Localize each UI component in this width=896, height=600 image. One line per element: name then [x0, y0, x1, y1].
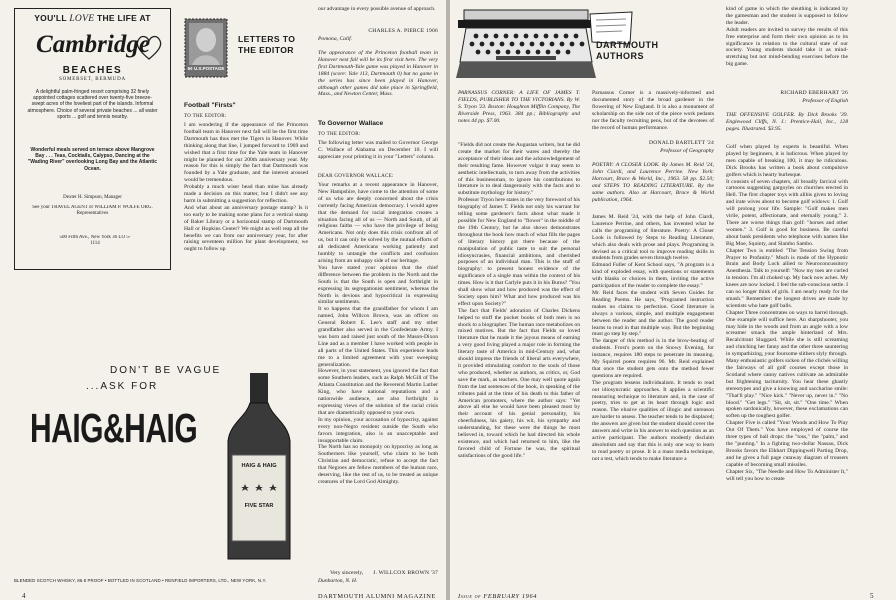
haig-line2: ...ASK FOR — [86, 381, 159, 392]
col3-top-signature: CHARLES A. PIERCE 1906 — [368, 28, 438, 34]
right-issue: Issue of FEBRUARY 1964 — [458, 593, 538, 600]
haig-ad — [14, 365, 314, 575]
poetry-heading: POETRY: A CLOSER LOOK. By James M. Reid '24, John Ciardi, and Laurence Perrine. New York: Harcourt, Brace & World, Inc., 1963. 58 pp. $2.50; and STEPS TO READING LITERATURE. By the same authors. Also at Harcourt, Brace & World publication, 1964. — [592, 162, 714, 203]
typewriter-illustration — [456, 6, 596, 82]
letters-title: LETTERS TO THE EDITOR — [238, 34, 296, 55]
football-letter-salutation: TO THE EDITOR: — [184, 114, 227, 119]
cambridge-body: A delightful palm-fringed resort comprising 32 finely appointed cottages scattered over twenty-five breeze-swept acres of the loveliest part of the islands. Informal atmosphere. Choice of several private beaches ... all water sports ... golf and tennis nearby. — [27, 89, 158, 120]
parnassus-heading: PARNASSUS CORNER: A LIFE OF JAMES T. FIELDS, PUBLISHER TO THE VICTORIANS. By W. S. Tryon '23. Boston: Houghton Mifflin Company, The Riverside Press, 1963. 384 pp.; Bibliography and notes 44 pp. $7.00. — [458, 90, 580, 124]
eberhart-signature: RICHARD EBERHART '26 — [780, 90, 848, 96]
cambridge-headline — [15, 13, 170, 24]
wallace-letter-signature: J. WILLCOX BROWN '37 — [373, 570, 438, 576]
haig-bottle-label-bottom: FIVE STAR — [244, 503, 274, 509]
football-letter-title: Football "Firsts" — [184, 102, 236, 109]
right-page-number: 5 — [870, 592, 875, 600]
parnassus-body: "Fields did not create the Augustan writers, but he did create the market for their wares and thereby the acceptance of their ideas and the acknowledgement of their resulting fame. However vulgar it may seem to aesthetic intellectuals, to turn away from the activities of this businessman, to ignore his contributions to literature is to deal dangerously with the facts and to substitute mythology for history." Professor Tryon here states in the very foreword of his biography of James T. Fields not only his warrant for telling some gardener's facts about what made it possible for New England to "flower" in the middle of the 19th Century, but he also shows demonstrates throughout the book how much of what fills the pages of literary history got there because of the manipulation of public taste to suit the personal idiosyncrasies, financial ambitions, and cherished purposes of an individual man. This is the stuff of biography: to present honest evidence of the significance of a single man within the context of his times. How is it that Carlyle puts it in his Burns? "You shall show what and how produced was the effect of Society upon him? What and how produced was his effect upon Society?" The fact that Fields' adoration of Charles Dickens helped to stuff the pocket books of both men is no shock to a biographer. The human race metabolizes on mixed motives. But the fact that Fields so loved literature that he made it the joyous means of earning a very good living played a major role in forming the literary taste of America in mid-Century and, what should impress the friends of liberal arts everywhere, it provided stimulating comfort to the souls of those who produced, whether as authors, as critics, or, God save the mark, as teachers. One may well quote again from the last sentences of the book, in speaking of the tributes paid at the time of his death to this father of American promoters, where the author says: "Yet above all else he would have been pleased most by their account of his genial personality, his cheerfulness, his gaiety, his wit, his sympathy and understanding, for these were the things he most believed in, toward which he had directed his whole existence, and which had returned to him, like the favored child of Fortune he was, the spiritual satisfactions of the good life." — [458, 142, 580, 459]
left-magazine-name: DARTMOUTH ALUMNI MAGAZINE — [318, 593, 436, 600]
stamp-value: 5¢ U.S.POSTAGE — [187, 66, 225, 71]
cambridge-contact1: Dexter H. Simpson, Manager — [63, 195, 122, 200]
haig-bottle-label-top: HAIG & HAIG — [241, 463, 277, 469]
wallace-letter-dear: DEAR GOVERNOR WALLACE: — [318, 174, 394, 179]
cambridge-logo: Cambridge — [36, 31, 150, 58]
left-page-number: 4 — [22, 592, 27, 600]
football-letter-body: I am wondering if the appearance of the Princeton football team in Hanover next fall will be the first time Dartmouth has thus met the Tigers in Hanover. While thinking along that line, I jumped forward to 1969 and wished that a first time for the Yale team in Hanover might be planned for our 200th anniversary year. My reason for this is simply the fact that Dartmouth was founded by a Yale graduate, and the interest aroused would be tremendous. Probably a much wiser head than mine has already made a decision on this matter, but I didn't see any harm in submitting a suggestion for reflection. And what about an anniversary postage stamp? Is it too early to be making some plans for a vertical stamp of Baker Library or a horizontal stamp of Dartmouth Hall or Hopkins Center? We might as well reap all the benefits we can from our anniversary year, for after raising seventeen million for plant development, we ought to follow up — [184, 122, 308, 253]
section-title: DARTMOUTH AUTHORS — [596, 40, 659, 61]
cambridge-location: SOMERSET, BERMUDA — [59, 77, 126, 82]
cambridge-contact3: 500 Fifth Ave., New York 36 LO 5-1114 — [59, 235, 131, 247]
cambridge-contact2: See your TRAVEL AGENT or WILLIAM P. WOLFE ORG. Representatives — [32, 205, 153, 217]
haig-brand: HAIG&HAIG — [30, 407, 198, 452]
bartlett-signature: DONALD BARTLETT '24 — [649, 140, 714, 146]
haig-footer: BLENDED SCOTCH WHISKY, 86.8 PROOF • BOTTLED IN SCOTLAND • RENFIELD IMPORTERS, LTD., NEW YORK, N.Y. — [14, 578, 267, 583]
wallace-letter-title: To Governor Wallace — [318, 120, 384, 127]
haig-bottle-image — [220, 371, 298, 563]
golfer-body: Golf when played by experts is beautiful. When played by beginners, it is ludicrous. When played by men capable of breaking 100, it may be ridiculous. Dick Brooks has written a book about compulsive golfers which is hearty burlesque. It consists of seven chapters, all broadly farcical with cartoons suggesting gargoyles on churches erected in Hell. The first chapter toys with alibis given to loving and irate wives about to become golf widows: 1. Golf will prolong your life. Sample: "Golf makes men virile, potent, affectionate, and eternally young." 2. There are worse things than golf: "horses and other women." 3. Golf is good for business. Be careful about bank presidents who telephone with names like Big Moe, Squinty, and Slambo Sambo. Chapter Two is entitled "The Tension Swing from Prayer to Profanity." Much is made of the Hypnotic Brain and Body Lock allied to Neuroconcussitory Anesthesia. Talk to yourself: "Now my toes are curled in tension. I'm all choked up. My back now aches. My knees are now locked. I feel the sub-conscious settle. I can no longer think of girls. I am nearly ready for the smash." Remember: the longest drives are made by scientists who hate golf balls. Chapter Three concentrates on ways to barrel through. One example will suffice here. An sharpshooter, you may hide in the woods and from an angle with a low screamer smack the ample hinterland of Mrs. Recalcitrant Sluggard. While she is still screaming and clutching her fanny and the other three sauntering in sympathizing, your foursome slithers slyly through. Many enthusiastic golfers sicken of the clichés willing the fairways of all golf courses except those in Scotland where canny natives cultivate an admirable but frightening taciturnity. You hear these ghastly stereotypes and give a knowing and saccharine smile: "That'll play." "Nice kick." "Never up, never in." "No blood." "Get legs." "Sit, sit, sit." "One time." When spoken sardonically, however, these exclamations can soften up the toughest golfer. Chapter Five is called "Your Woods and How To Play Out Of Them." You have employed of course the three types of ball drops: the "toss," the "palm," and the "punting." In a fighting two-dollar Nassau, Dick Brooks favors the Elkhart Dippingwell Parting Drop, and he gives a full page cutaway diagram of trousers capable of becoming small missiles. Chapter Six, "The Needle and How To Administer It," will tell you how to create — [726, 144, 848, 482]
right-page — [450, 0, 896, 600]
middle-col-body: Parnassus Corner is a massively-informed and documented story of the broad gardener in the flowering of New England. It is also a monument of scholarship on the side not of the piece work pedants nor the faculty recruiting pens, but of the devotees of the record of human performance. — [592, 90, 714, 131]
cambridge-beaches: BEACHES — [62, 65, 123, 76]
eberhart-role: Professor of English — [802, 98, 848, 104]
postage-stamp-image — [184, 18, 228, 78]
col3-top-place: Pomona, Calif. — [318, 36, 353, 42]
haig-line1: DON'T BE VAGUE — [110, 365, 222, 376]
wallace-letter-salutation: TO THE EDITOR: — [318, 132, 361, 137]
bartlett-role: Professor of Geography — [660, 148, 714, 154]
col3-editor-note: The appearance of the Princeton football team in Hanover next fall will be its first visit here. The very first Dartmouth-Yale game was played in Hanover in 1884 (score: Yale 113, Dartmouth 0) but no game in the series has since been played in Hanover, although other games did take place in Springfield, Mass., and Newton Center, Mass. — [318, 50, 438, 98]
golfer-heading: THE OFFENSIVE GOLFER. By Dick Brooks '39. Englewood Cliffs, N. J.: Prentice-Hall, Inc., 128 pages. Illustrated. $3.95. — [726, 112, 848, 132]
wallace-letter-body: Your remarks at a recent appearance in Hanover, New Hampshire, have come to the attention of some of us who are deeply concerned about the crisis currently facing American democracy. I would agree that the demand for racial integration creates a situation facing all of us — North and South, of all religious faiths — who have the privilege of being Americans. Not only does this crisis confront all of us, but it can only be solved by the mutual efforts of all dedicated Americans working patiently and humbly to untangle the conflicts and confusion arising from an unhappy side of our heritage. You have stated your opinion that the chief difference between the problem in the North and the South is that the South is open and forthright in expressing its segregationist sentiment, whereas the North is devious and hypocritical in expressing similar sentiments. It so happens that the grandfather for whom I am named, John Willcox Brown, was an officer on General Robert E. Lee's staff and my other grandfather also served in the Confederate Army. I was born and raised just south of the Mason-Dixon Line and as a member I have worked with people in all parts of the United States. This experience leads me to a limited agreement with your sweeping generalization. However, in your statement, you ignored the fact that some Southern leaders, such as Ralph McGill of The Atlanta Constitution and the Reverend Martin Luther King, who have national reputations and a nationwide audience, are also forthright in expressing views of the solution of the racial crisis that are diametrically opposed to your own. In my opinion, your accusation of hypocrisy, against every non-Negro resident outside the South who favors integration, also is an unacceptable and insupportable claim. The North has no monopoly on hypocrisy as long as Southerners like yourself, who claim to be both Christian and democratic, refuse to accept the fact that Negroes are fellow members of the human race, deserving, like the rest of us, to be treated as unique creatures of the Lord God Almighty. — [318, 182, 438, 485]
wallace-letter-intro: The following letter was mailed to Governor George C. Wallace of Alabama on December 10. I will appreciate your printing it in your "Letters" column. — [318, 140, 438, 160]
cambridge-body2: Wonderful meals served on terrace above Mangrove Bay . . . Teas, Cocktails, Calypso, Dancing at the "Wading River" overlooking Long Bay and the Atlantic Ocean. — [27, 147, 158, 172]
cambridge-headline-a: YOU'LL — [34, 13, 67, 23]
col3-top-body: our advantage in every possible avenue of approach. — [318, 6, 436, 12]
right-col-body: kind of game in which the sleuthing is indicated by the gamesman and the student is supposed to follow the leader. Adult readers are invited to survey the results of this free enterprise and form their own opinion as to its significance in relation to the cultural state of our society. Young students should take it as mind-stretching but not mind-bending exercises before the big game. — [726, 6, 848, 68]
wallace-letter-closing: Very sincerely, — [330, 570, 364, 576]
left-page — [0, 0, 446, 600]
cambridge-headline-b: THE LIFE AT — [96, 13, 151, 23]
cambridge-beaches-ad — [14, 8, 171, 270]
poetry-body: James M. Reid '24, with the help of John Ciardi, Laurence Perrine, and others, has invented what he calls the programing of literature. Poetry: A Closer Look is followed by Steps to Reading Literature, which also deals with prose and plays. Programing is devised as a critical tool to improve reading skills in students from grades seven through twelve. Edmund Fuller of Kent School says, "A program is a kind of exploded essay, with questions or statements with blanks or choices in them, inviting the active participation of the reader to complete the essay." Mr. Reid faces the student with Seven Guides for Reading Poems. He says, "Programed instruction makes no claims to perfection. Good literature is always a various, simple, and multiple engagement between the reader and the author. The good reader learns to read in that multiple way. But the beginning must go step by step." The danger of this method is in the brow-beating of students. Frost's poem on the Snowy Evening, for instance, requires 180 steps to penetrate its meaning. My Squirrel poem requires 96. Mr. Reid explained that once the student gets onto the method fewer questions are required. The program lessens individualism. It tends to read out idiosyncratic approaches. It applies a scientific measuring technique to literature and, in the case of poetry, tries to get at its heart through logic and reason. The elusive qualities of illogic and unreason are harder to assess. The teacher tends to be displaced; the answers are given but the student should cover the answers and write in his answer to each question as an active participant. The authors modestly disclaim absolutism and say that this is only one way to learn to read poetry or prose. It is a mass media technique, not a test, which tends to make literature a — [592, 214, 714, 462]
wallace-letter-place: Dunbarton, N. H. — [318, 578, 358, 584]
cambridge-headline-love: LOVE — [69, 14, 95, 24]
